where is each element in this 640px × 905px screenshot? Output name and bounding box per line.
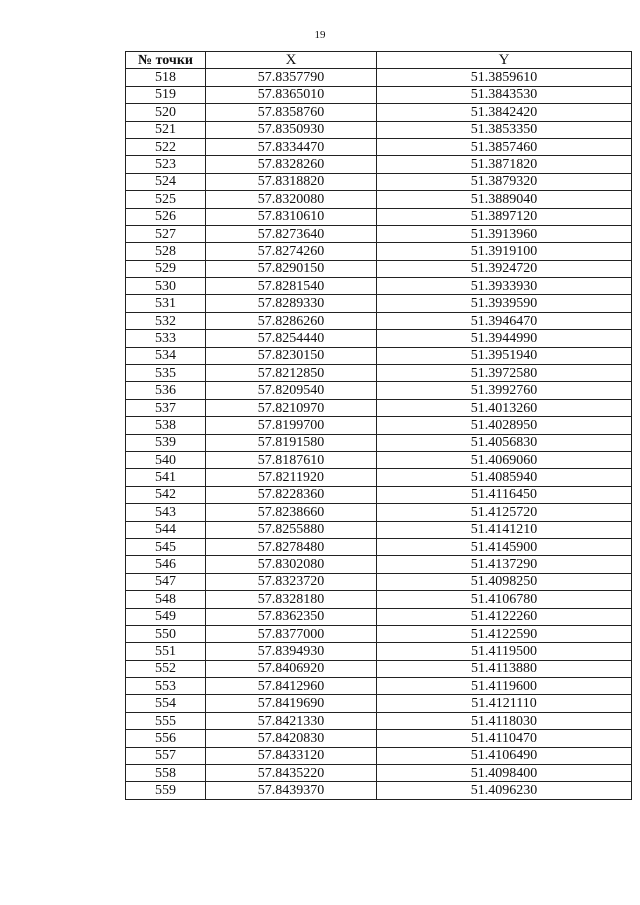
cell-x: 57.8433120 (206, 747, 377, 764)
cell-x: 57.8420830 (206, 730, 377, 747)
table-row (126, 138, 632, 155)
cell-x: 57.8274260 (206, 243, 377, 260)
cell-y: 51.4121110 (377, 695, 632, 712)
cell-y: 51.3857460 (377, 138, 632, 155)
table-row (126, 678, 632, 695)
cell-y: 51.4110470 (377, 730, 632, 747)
cell-y: 51.4122590 (377, 625, 632, 642)
table-row (126, 104, 632, 121)
cell-y: 51.4098250 (377, 573, 632, 590)
cell-point-number: 539 (126, 434, 206, 451)
coordinates-table (125, 51, 632, 800)
cell-y: 51.3853350 (377, 121, 632, 138)
cell-y: 51.3843530 (377, 86, 632, 103)
cell-x: 57.8273640 (206, 225, 377, 242)
cell-x: 57.8358760 (206, 104, 377, 121)
table-row (126, 382, 632, 399)
cell-y: 51.4096230 (377, 782, 632, 799)
table-row (126, 625, 632, 642)
table-row (126, 556, 632, 573)
cell-x: 57.8209540 (206, 382, 377, 399)
cell-x: 57.8187610 (206, 451, 377, 468)
cell-point-number: 519 (126, 86, 206, 103)
cell-point-number: 544 (126, 521, 206, 538)
cell-y: 51.3879320 (377, 173, 632, 190)
cell-point-number: 530 (126, 278, 206, 295)
table-row (126, 121, 632, 138)
cell-y: 51.3913960 (377, 225, 632, 242)
table-row (126, 521, 632, 538)
table-row (126, 312, 632, 329)
cell-y: 51.3842420 (377, 104, 632, 121)
cell-x: 57.8365010 (206, 86, 377, 103)
cell-y: 51.4145900 (377, 538, 632, 555)
table-row (126, 295, 632, 312)
cell-point-number: 548 (126, 591, 206, 608)
table-row (126, 782, 632, 799)
cell-point-number: 537 (126, 399, 206, 416)
cell-x: 57.8357790 (206, 69, 377, 86)
table-row (126, 643, 632, 660)
cell-y: 51.4118030 (377, 712, 632, 729)
cell-point-number: 541 (126, 469, 206, 486)
cell-x: 57.8191580 (206, 434, 377, 451)
cell-y: 51.3972580 (377, 365, 632, 382)
cell-point-number: 524 (126, 173, 206, 190)
cell-point-number: 552 (126, 660, 206, 677)
cell-y: 51.4116450 (377, 486, 632, 503)
table-row (126, 730, 632, 747)
cell-point-number: 550 (126, 625, 206, 642)
table-row (126, 486, 632, 503)
cell-y: 51.4098400 (377, 765, 632, 782)
cell-point-number: 553 (126, 678, 206, 695)
table-row (126, 747, 632, 764)
cell-x: 57.8412960 (206, 678, 377, 695)
header-x: X (206, 52, 377, 69)
cell-x: 57.8212850 (206, 365, 377, 382)
cell-point-number: 533 (126, 330, 206, 347)
cell-x: 57.8228360 (206, 486, 377, 503)
cell-point-number: 531 (126, 295, 206, 312)
cell-x: 57.8210970 (206, 399, 377, 416)
table-row (126, 695, 632, 712)
cell-x: 57.8421330 (206, 712, 377, 729)
cell-x: 57.8323720 (206, 573, 377, 590)
cell-y: 51.4106490 (377, 747, 632, 764)
table-row (126, 765, 632, 782)
cell-y: 51.3992760 (377, 382, 632, 399)
cell-x: 57.8278480 (206, 538, 377, 555)
table-row (126, 434, 632, 451)
table-row (126, 591, 632, 608)
cell-point-number: 526 (126, 208, 206, 225)
cell-point-number: 523 (126, 156, 206, 173)
cell-x: 57.8435220 (206, 765, 377, 782)
cell-point-number: 520 (126, 104, 206, 121)
table-row (126, 225, 632, 242)
cell-point-number: 558 (126, 765, 206, 782)
header-y: Y (377, 52, 632, 69)
cell-x: 57.8302080 (206, 556, 377, 573)
table-header-row (126, 52, 632, 69)
cell-point-number: 529 (126, 260, 206, 277)
page-number: 19 (314, 29, 326, 41)
cell-y: 51.4137290 (377, 556, 632, 573)
table-row (126, 156, 632, 173)
cell-y: 51.3919100 (377, 243, 632, 260)
cell-x: 57.8289330 (206, 295, 377, 312)
cell-y: 51.4106780 (377, 591, 632, 608)
cell-y: 51.4056830 (377, 434, 632, 451)
table-row (126, 469, 632, 486)
cell-y: 51.3939590 (377, 295, 632, 312)
cell-y: 51.4122260 (377, 608, 632, 625)
cell-point-number: 538 (126, 417, 206, 434)
cell-x: 57.8199700 (206, 417, 377, 434)
cell-point-number: 547 (126, 573, 206, 590)
table-row (126, 573, 632, 590)
table-row (126, 191, 632, 208)
cell-point-number: 522 (126, 138, 206, 155)
table-row (126, 69, 632, 86)
cell-x: 57.8334470 (206, 138, 377, 155)
cell-y: 51.3933930 (377, 278, 632, 295)
cell-point-number: 551 (126, 643, 206, 660)
cell-point-number: 559 (126, 782, 206, 799)
cell-x: 57.8230150 (206, 347, 377, 364)
cell-point-number: 528 (126, 243, 206, 260)
table-body (126, 69, 632, 799)
cell-x: 57.8419690 (206, 695, 377, 712)
header-point-number: № точки (126, 52, 206, 69)
cell-y: 51.3946470 (377, 312, 632, 329)
cell-x: 57.8328260 (206, 156, 377, 173)
cell-y: 51.3924720 (377, 260, 632, 277)
cell-point-number: 554 (126, 695, 206, 712)
cell-y: 51.3944990 (377, 330, 632, 347)
cell-y: 51.3951940 (377, 347, 632, 364)
table-row (126, 417, 632, 434)
cell-x: 57.8318820 (206, 173, 377, 190)
table-row (126, 660, 632, 677)
cell-x: 57.8310610 (206, 208, 377, 225)
cell-x: 57.8320080 (206, 191, 377, 208)
table-row (126, 86, 632, 103)
cell-point-number: 556 (126, 730, 206, 747)
cell-y: 51.4113880 (377, 660, 632, 677)
cell-point-number: 540 (126, 451, 206, 468)
cell-point-number: 549 (126, 608, 206, 625)
cell-y: 51.3871820 (377, 156, 632, 173)
cell-x: 57.8377000 (206, 625, 377, 642)
cell-point-number: 535 (126, 365, 206, 382)
table-row (126, 173, 632, 190)
cell-point-number: 521 (126, 121, 206, 138)
cell-y: 51.4141210 (377, 521, 632, 538)
table-row (126, 504, 632, 521)
cell-x: 57.8362350 (206, 608, 377, 625)
cell-point-number: 542 (126, 486, 206, 503)
table-row (126, 208, 632, 225)
table-row (126, 608, 632, 625)
cell-point-number: 532 (126, 312, 206, 329)
cell-x: 57.8254440 (206, 330, 377, 347)
table-row (126, 451, 632, 468)
cell-y: 51.4085940 (377, 469, 632, 486)
cell-x: 57.8255880 (206, 521, 377, 538)
cell-y: 51.4013260 (377, 399, 632, 416)
cell-x: 57.8281540 (206, 278, 377, 295)
table-row (126, 712, 632, 729)
cell-point-number: 536 (126, 382, 206, 399)
cell-point-number: 557 (126, 747, 206, 764)
cell-y: 51.4119600 (377, 678, 632, 695)
table-row (126, 278, 632, 295)
cell-point-number: 555 (126, 712, 206, 729)
cell-y: 51.4119500 (377, 643, 632, 660)
cell-x: 57.8328180 (206, 591, 377, 608)
cell-point-number: 525 (126, 191, 206, 208)
cell-y: 51.3897120 (377, 208, 632, 225)
cell-x: 57.8439370 (206, 782, 377, 799)
cell-point-number: 534 (126, 347, 206, 364)
cell-point-number: 543 (126, 504, 206, 521)
cell-point-number: 518 (126, 69, 206, 86)
cell-x: 57.8350930 (206, 121, 377, 138)
cell-x: 57.8290150 (206, 260, 377, 277)
cell-x: 57.8394930 (206, 643, 377, 660)
cell-point-number: 546 (126, 556, 206, 573)
table-row (126, 399, 632, 416)
table-row (126, 330, 632, 347)
table-row (126, 347, 632, 364)
cell-y: 51.4028950 (377, 417, 632, 434)
table-row (126, 538, 632, 555)
cell-x: 57.8211920 (206, 469, 377, 486)
cell-y: 51.4069060 (377, 451, 632, 468)
cell-x: 57.8286260 (206, 312, 377, 329)
table-row (126, 365, 632, 382)
cell-y: 51.3889040 (377, 191, 632, 208)
cell-x: 57.8406920 (206, 660, 377, 677)
table-row (126, 243, 632, 260)
table-row (126, 260, 632, 277)
cell-point-number: 545 (126, 538, 206, 555)
cell-y: 51.3859610 (377, 69, 632, 86)
cell-x: 57.8238660 (206, 504, 377, 521)
cell-point-number: 527 (126, 225, 206, 242)
cell-y: 51.4125720 (377, 504, 632, 521)
